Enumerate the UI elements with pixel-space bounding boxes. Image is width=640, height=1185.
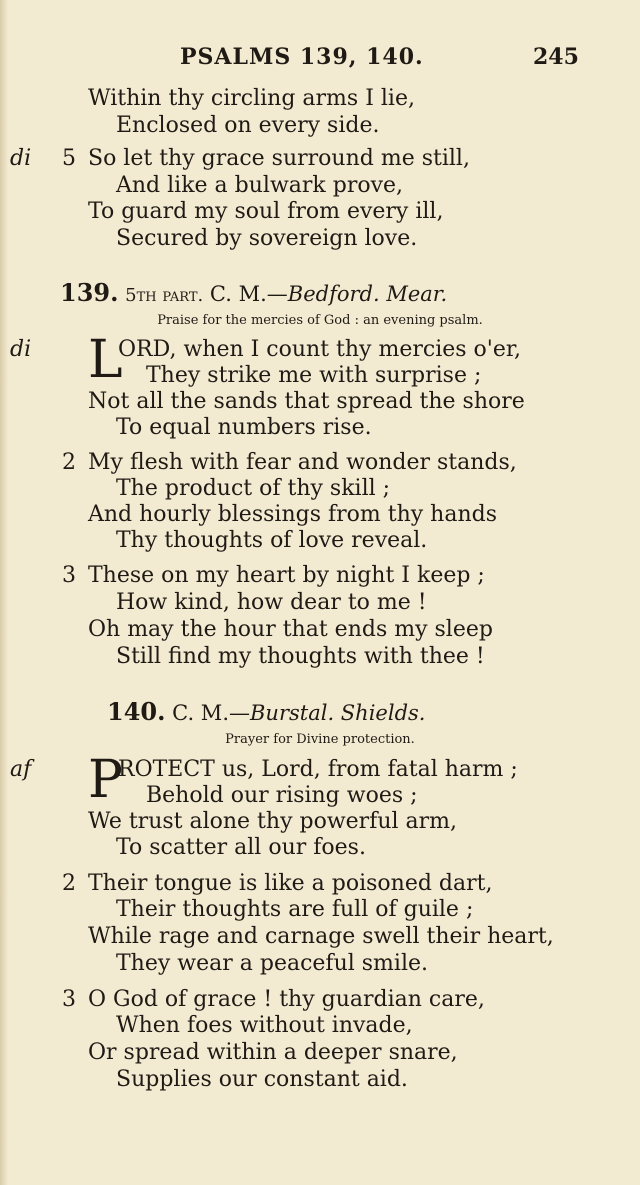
verse-line: Behold our rising woes ; <box>146 783 418 808</box>
page-number: 245 <box>533 44 579 70</box>
verse-line: To equal numbers rise. <box>116 415 372 440</box>
verse-line: Thy thoughts of love reveal. <box>116 528 428 553</box>
verse-line: When foes without invade, <box>116 1013 413 1038</box>
verse-line: Still find my thoughts with thee ! <box>116 644 485 669</box>
stanza-number: 3 <box>62 563 76 588</box>
verse-line: Secured by sovereign love. <box>116 226 418 251</box>
verse-line: The product of thy skill ; <box>116 476 391 501</box>
drop-cap: L <box>88 330 123 390</box>
running-header: PSALMS 139, 140. <box>180 44 424 70</box>
verse-line: While rage and carnage swell their heart, <box>88 924 554 949</box>
verse-line: Enclosed on every side. <box>116 113 380 138</box>
hymn-heading <box>107 697 425 726</box>
verse-line: Not all the sands that spread the shore <box>88 389 525 414</box>
hymn-number: 140. <box>107 697 166 726</box>
dynamics-mark: di <box>10 337 32 362</box>
verse-line: Within thy circling arms I lie, <box>88 86 415 111</box>
verse-line: My flesh with fear and wonder stands, <box>88 450 517 475</box>
verse-line: Their thoughts are full of guile ; <box>116 897 474 922</box>
dynamics-mark: af <box>10 757 32 782</box>
verse-line: To guard my soul from every ill, <box>88 199 444 224</box>
verse-line: They wear a peaceful smile. <box>116 951 429 976</box>
verse-line: ROTECT us, Lord, from fatal harm ; <box>118 757 518 782</box>
verse-line: Their tongue is like a poisoned dart, <box>88 871 493 896</box>
hymn-meter: C. M.— <box>209 282 288 306</box>
stanza-number: 2 <box>62 871 76 896</box>
verse-line: They strike me with surprise ; <box>146 363 482 388</box>
verse-line: How kind, how dear to me ! <box>116 590 427 615</box>
verse-line: To scatter all our foes. <box>116 835 366 860</box>
drop-cap: P <box>88 750 123 810</box>
verse-line: And like a bulwark prove, <box>116 173 404 198</box>
verse-line: We trust alone thy powerful arm, <box>88 809 458 834</box>
verse-line: Oh may the hour that ends my sleep <box>88 617 493 642</box>
verse-line: These on my heart by night I keep ; <box>88 563 485 588</box>
verse-line: And hourly blessings from thy hands <box>88 502 497 527</box>
stanza-number: 2 <box>62 450 76 475</box>
stanza-number: 5 <box>62 146 76 171</box>
hymn-heading <box>60 278 447 307</box>
hymn-meter: C. M.— <box>172 701 250 725</box>
hymn-subtitle: Praise for the mercies of God : an evening psalm. <box>157 313 483 328</box>
verse-line: ORD, when I count thy mercies o'er, <box>118 337 521 362</box>
hymn-part: 5th part. <box>125 285 204 306</box>
verse-line: So let thy grace surround me still, <box>88 146 470 171</box>
stanza-number: 3 <box>62 987 76 1012</box>
hymn-tunes: Bedford. Mear. <box>287 282 448 306</box>
page-edge <box>0 0 8 1185</box>
hymn-subtitle: Prayer for Divine protection. <box>225 732 415 747</box>
dynamics-mark: di <box>10 146 32 171</box>
verse-line: Or spread within a deeper snare, <box>88 1040 458 1065</box>
verse-line: Supplies our constant aid. <box>116 1067 408 1092</box>
verse-line: O God of grace ! thy guardian care, <box>88 987 485 1012</box>
hymn-tunes: Burstal. Shields. <box>250 701 426 725</box>
hymn-number: 139. <box>60 278 119 307</box>
